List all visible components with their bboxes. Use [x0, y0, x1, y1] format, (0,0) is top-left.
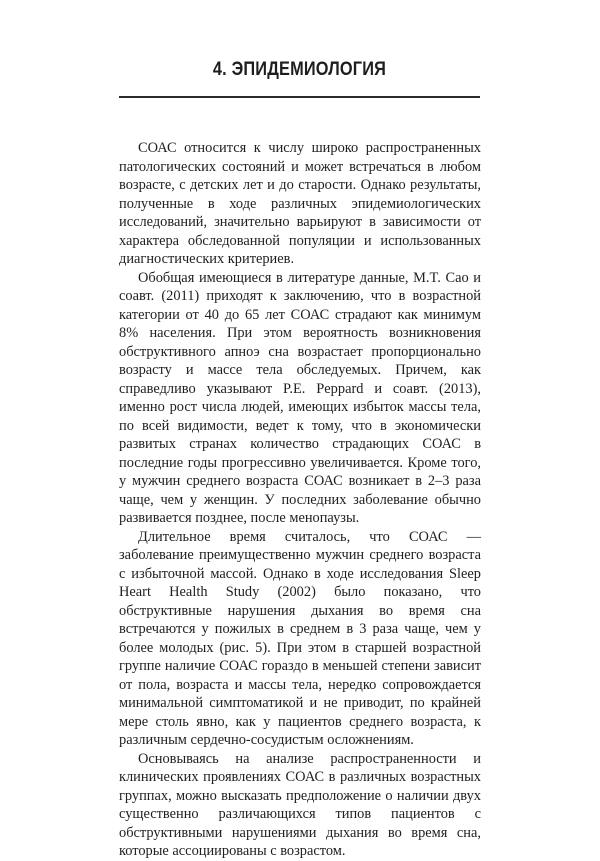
paragraph-cao-data: Обобщая имеющиеся в литературе данные, M.T. Cao и соавт. (2011) приходят к заключению, что в возрастной категории от 40 до 65 лет СОАС страдают как минимум 8% населения. При этом вероятность возникновения обструктивного апноэ сна возрастает пропорционально возрасту и массе тела обследуемых. Причем, как справедливо указывают P.E. Peppard и соавт. (2013), именно рост числа людей, имеющих избыток массы тела, по всей видимости, ведет к тому, что в экономически развитых странах количество страдающих СОАС в последние годы прогрессивно увеличивается. Кроме того, у мужчин среднего возраста СОАС возникает в 2–3 раза чаще, чем у женщин. У последних заболевание обычно развивается позднее, после менопаузы. [119, 269, 481, 526]
paragraph-prevalence: СОАС относится к числу широко распространенных патологических состояний и может встречаться в любом возрасте, с детских лет и до старости. Однако результаты, полученные в ходе различных эпидемиологических исследований, значительно варьируют в зависимости от характера обследованной популяции и использованных диагностических критериев. [119, 140, 481, 267]
paragraph-conclusion: Основываясь на анализе распространенности и клинических проявлениях СОАС в различных возрастных группах, можно высказать предположение о наличии двух существенно различающихся типов пациентов с обструктивными нарушениями дыхания во время сна, которые ассоциированы с возрастом. [119, 750, 481, 859]
chapter-title: 4. ЭПИДЕМИОЛОГИЯ [212, 59, 387, 80]
heading-divider [119, 96, 480, 98]
body-text [119, 139, 481, 861]
paragraph-elderly: Длительное время считалось, что СОАС — заболевание преимущественно мужчин среднего возраста с избыточной массой. Однако в ходе исследования Sleep Heart Health Study (2002) было показано, что обструктивные нарушения дыхания во время сна встречаются у пожилых в среднем в 3 раза чаще, чем у более молодых (рис. 5). При этом в старшей возрастной группе наличие СОАС гораздо в меньшей степени зависит от пола, возраста и массы тела, нередко сопровождается минимальной симптоматикой и не приводит, по крайней мере столь явно, как у пациентов среднего возраста, к различным сердечно-сосудистым осложнениям. [119, 528, 481, 748]
